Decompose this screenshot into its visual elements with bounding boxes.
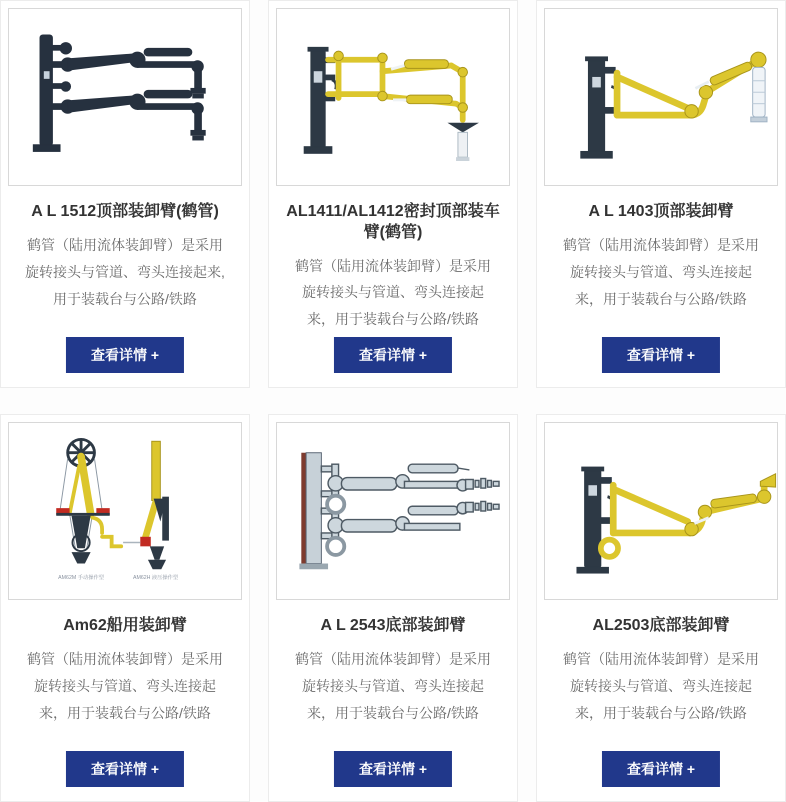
view-details-button[interactable]: 查看详情 + xyxy=(66,337,184,373)
product-title[interactable]: A L 1403顶部装卸臂 xyxy=(588,203,734,220)
product-card-al2503 xyxy=(536,414,786,802)
product-description: 鹤管（陆用流体装卸臂）是采用旋转接头与管道、弯头连接起来，用于装载台与公路/铁路 xyxy=(27,650,223,721)
dark-dual-top-loading-arm-illustration xyxy=(9,12,241,182)
product-image-am62[interactable] xyxy=(8,422,242,600)
yellow-top-loading-arm-coupler-illustration xyxy=(545,12,777,182)
view-details-button[interactable]: 查看详情 + xyxy=(602,337,720,373)
product-image-al1411[interactable] xyxy=(276,8,510,186)
product-description: 鹤管（陆用流体装卸臂）是采用旋转接头与管道、弯头连接起来，用于装载台与公路/铁路 xyxy=(563,236,759,307)
marine-loading-arm-illustration xyxy=(9,426,241,596)
product-description: 鹤管（陆用流体装卸臂）是采用旋转接头与管道、弯头连接起来，用于装载台与公路/铁路 xyxy=(295,650,491,721)
product-image-al1403[interactable] xyxy=(544,8,778,186)
product-title[interactable]: Am62船用装卸臂 xyxy=(63,617,187,634)
product-title[interactable]: AL2503底部装卸臂 xyxy=(592,617,730,634)
product-description: 鹤管（陆用流体装卸臂）是采用旋转接头与管道、弯头连接起来,用于装载台与公路/铁路 xyxy=(25,236,225,307)
product-card-al1403 xyxy=(536,0,786,388)
product-card-am62 xyxy=(0,414,250,802)
product-image-al1512[interactable] xyxy=(8,8,242,186)
steel-dual-bottom-loading-arm-illustration xyxy=(277,426,509,596)
view-details-button[interactable]: 查看详情 + xyxy=(602,751,720,787)
product-card-al2543 xyxy=(268,414,518,802)
product-title[interactable]: A L 1512顶部装卸臂(鹤管) xyxy=(31,203,219,220)
product-card-al1512 xyxy=(0,0,250,388)
product-description: 鹤管（陆用流体装卸臂）是采用旋转接头与管道、弯头连接起来，用于装载台与公路/铁路 xyxy=(563,650,759,721)
view-details-button[interactable]: 查看详情 + xyxy=(66,751,184,787)
product-title[interactable]: A L 2543底部装卸臂 xyxy=(320,617,466,634)
product-image-al2543[interactable] xyxy=(276,422,510,600)
product-title[interactable]: AL1411/AL1412密封顶部装车臂(鹤管) xyxy=(286,203,500,241)
view-details-button[interactable]: 查看详情 + xyxy=(334,337,452,373)
yellow-bottom-loading-arm-illustration xyxy=(545,426,777,596)
product-image-al2503[interactable] xyxy=(544,422,778,600)
view-details-button[interactable]: 查看详情 + xyxy=(334,751,452,787)
product-card-al1411 xyxy=(268,0,518,388)
am62-right-view-caption: AM62H 液压操作型 xyxy=(132,574,179,581)
yellow-sealed-top-loading-arm-illustration xyxy=(277,12,509,182)
am62-left-view-caption: AM62M 手动操作型 xyxy=(58,574,104,581)
product-description: 鹤管（陆用流体装卸臂）是采用旋转接头与管道、弯头连接起来，用于装载台与公路/铁路 xyxy=(295,257,491,328)
